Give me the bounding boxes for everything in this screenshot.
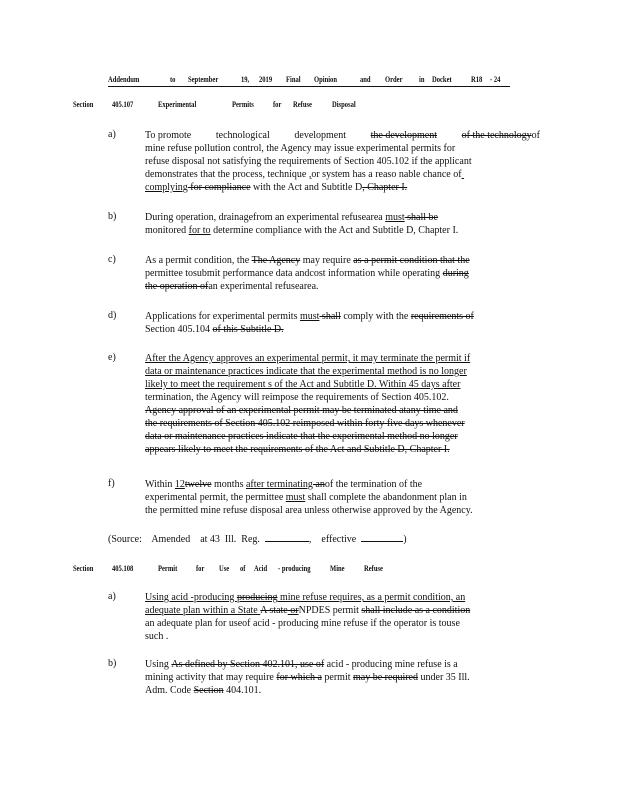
text: may require [300, 255, 354, 266]
text-line [145, 671, 540, 684]
text: termination, the Agency will reimpose the requirements of Section 405.102. [145, 392, 449, 403]
header-word: - 24 [490, 75, 501, 84]
inserted-text: likely to meet the requirement s of the Act and Subtitle D. Within 45 days after [145, 379, 461, 390]
deleted-text: appears likely to meet the requirements of the Act and Subtitle D, Chapter I. [145, 444, 450, 455]
deleted-text: shall [319, 311, 341, 322]
section-title-word: of [240, 564, 246, 573]
section-title-word: Use [219, 564, 230, 573]
text-line [145, 211, 505, 224]
inserted-text [462, 168, 465, 181]
text-line [145, 378, 540, 391]
inserted-text: must [285, 492, 306, 503]
deleted-text: of the technology [461, 130, 532, 141]
header-word: Final [286, 75, 301, 84]
header-word: in [419, 75, 425, 84]
deleted-text: for compliance [187, 182, 251, 193]
source-text: , effective [308, 534, 362, 545]
deleted-text: the development [370, 130, 438, 141]
deleted-text: A state [260, 605, 288, 616]
subsection-label-b: b) [108, 658, 117, 669]
header-word: 19, [241, 75, 250, 84]
inserted-text: after terminating [245, 479, 313, 490]
header-word: Docket [432, 75, 452, 84]
text: During operation, drainage [145, 212, 254, 223]
text: determine compliance with the Act and Subtitle D, Chapter I. [210, 225, 459, 236]
deleted-text: may be required [353, 672, 418, 683]
header-word: Order [385, 75, 403, 84]
text-line [145, 417, 540, 430]
text-line [145, 591, 540, 604]
addendum-header [108, 74, 510, 87]
text-line [145, 630, 540, 643]
section-title-word: Mine [330, 564, 345, 573]
text-line [145, 504, 540, 517]
deleted-text: for which a [276, 672, 322, 683]
text-line [145, 142, 540, 155]
deleted-text: of this Subtitle D. [212, 324, 284, 335]
text: an experimental refusearea. [208, 281, 319, 292]
header-word: R18 [471, 75, 483, 84]
section-label: Section [73, 100, 94, 109]
section-number: 405.108 [112, 564, 134, 573]
text-line [145, 491, 540, 504]
text: development [294, 130, 347, 141]
text-line [145, 658, 540, 671]
deleted-text: Agency approval of an experimental permit may be terminated atany time and [145, 405, 458, 416]
inserted-text: adequate plan within a State [145, 605, 261, 616]
text: acid - producing mine refuse is a [324, 659, 458, 670]
text: shall complete the abandonment plan in [305, 492, 467, 503]
text: or system has a reaso nable chance of [311, 169, 462, 180]
subsection-label-f: f) [108, 478, 115, 489]
text: experimental permit, the permittee [145, 492, 286, 503]
section-title-word: Refuse [293, 100, 312, 109]
text: monitored [145, 225, 189, 236]
deleted-text: shall be [404, 212, 438, 223]
text-line [145, 478, 540, 491]
section-title-word: Experimental [158, 100, 197, 109]
subsection-label-c: c) [108, 254, 116, 265]
text-line [145, 604, 540, 617]
header-word: September [188, 75, 219, 84]
inserted-text: mine refuse requires, as a permit condition, an [277, 592, 466, 603]
text-line [145, 684, 540, 697]
text-line [145, 267, 540, 280]
inserted-text: complying [145, 182, 188, 193]
header-word: Opinion [314, 75, 337, 84]
text: 404.101. [223, 685, 262, 696]
deleted-text: requirements of [410, 311, 474, 322]
text: such . [145, 631, 169, 642]
text: with the Act and Subtitle D [250, 182, 363, 193]
inserted-text: Using acid -producing [145, 592, 237, 603]
deleted-text: producing [236, 592, 278, 603]
text: under 35 Ill. [418, 672, 470, 683]
header-word: to [170, 75, 176, 84]
deleted-text: or [287, 605, 299, 616]
text: To promote [145, 130, 192, 141]
text-line [145, 391, 480, 404]
subsection-label-d: d) [108, 310, 117, 321]
text-line [145, 181, 540, 194]
text-line [145, 404, 540, 417]
text-line [145, 168, 540, 181]
inserted-text: data or maintenance practices indicate that the experimental method is no longer [145, 366, 467, 377]
section-title-word: Acid [254, 564, 268, 573]
text-line [145, 617, 520, 630]
section-title-word: Refuse [364, 564, 383, 573]
section-title-word: Disposal [332, 100, 356, 109]
deleted-text: an [312, 479, 325, 490]
section-title-word: for [273, 100, 282, 109]
inserted-text: must [299, 311, 320, 322]
subsection-label-e: e) [108, 352, 116, 363]
text: technological [215, 130, 270, 141]
text: comply with the [340, 311, 411, 322]
deleted-text: , Chapter I. [362, 182, 408, 193]
deleted-text: twelve [184, 479, 212, 490]
deleted-text: during [442, 268, 469, 279]
text: mine refuse pollution control, the Agency may issue experimental permits for [145, 143, 456, 154]
text-line [145, 430, 540, 443]
deleted-text: the requirements of Section 405.102 reimposed within forty five days whenever [145, 418, 465, 429]
text: an experimental refusearea [272, 212, 386, 223]
blank-line [361, 532, 403, 542]
source-note [108, 532, 407, 546]
text: As a permit condition, the [145, 255, 252, 266]
inserted-text: After the Agency approves an experimental permit, it may terminate the permit if [145, 353, 471, 364]
text: NPDES permit [298, 605, 362, 616]
text: of [531, 130, 540, 141]
deleted-text: The Agency [251, 255, 301, 266]
text: the permitted mine refuse disposal area unless otherwise approved by the Agency. [145, 505, 473, 516]
section-title-word: Permits [232, 100, 254, 109]
text-line [145, 280, 540, 293]
inserted-text: must [385, 212, 405, 223]
text-line [145, 352, 540, 365]
inserted-text: , [308, 169, 312, 180]
deleted-text: data or maintenance practices indicate that the experimental method no longer [145, 431, 458, 442]
section-heading-405-108 [0, 564, 618, 576]
subsection-label-a: a) [108, 591, 116, 602]
text: Applications for experimental permits [145, 311, 300, 322]
text: Using [145, 659, 172, 670]
blank-line [265, 532, 309, 542]
deleted-text: as a permit condition that the [353, 255, 470, 266]
section-heading-405-107 [0, 100, 618, 112]
deleted-text: As defined by Section 402.101, use of [171, 659, 325, 670]
section-number: 405.107 [112, 100, 134, 109]
text: of the termination of the [324, 479, 423, 490]
subsection-label-b: b) [108, 211, 117, 222]
section-title-word: Permit [158, 564, 178, 573]
text-line [145, 254, 540, 267]
text: mining activity that may require [145, 672, 277, 683]
text-line [145, 129, 540, 142]
inserted-text: for to [188, 225, 211, 236]
text: permit [321, 672, 354, 683]
text: permittee tosubmit performance data andcost information while operating [145, 268, 443, 279]
deleted-text: Section [193, 685, 224, 696]
header-word: and [360, 75, 371, 84]
source-text: ) [403, 534, 407, 545]
section-title-word: - producing [278, 564, 311, 573]
source-text: (Source: Amended at 43 Ill. Reg. [108, 534, 265, 545]
subsection-label-a: a) [108, 129, 116, 140]
deleted-text: shall include as a condition [361, 605, 471, 616]
text: demonstrates that the process, technique [145, 169, 309, 180]
text: an adequate plan for useof acid - producing mine refuse if the operator is touse [145, 618, 460, 629]
inserted-text: 12 [174, 479, 185, 490]
text: months [211, 479, 246, 490]
header-word: 2019 [259, 75, 273, 84]
text-line [145, 224, 540, 237]
section-title-word: for [196, 564, 205, 573]
text: refuse disposal not satisfying the requirements of Section 405.102 if the applicant [145, 156, 472, 167]
text-line [145, 365, 540, 378]
text-line [145, 323, 540, 336]
header-word: Addendum [108, 75, 140, 84]
text-line [145, 310, 540, 323]
text: Section 405.104 [145, 324, 213, 335]
text: Within [145, 479, 175, 490]
section-label: Section [73, 564, 94, 573]
text-line [145, 443, 540, 456]
text: Adm. Code [145, 685, 194, 696]
deleted-text: the operation of [145, 281, 209, 292]
text-line [145, 155, 540, 168]
text: from [253, 212, 273, 223]
